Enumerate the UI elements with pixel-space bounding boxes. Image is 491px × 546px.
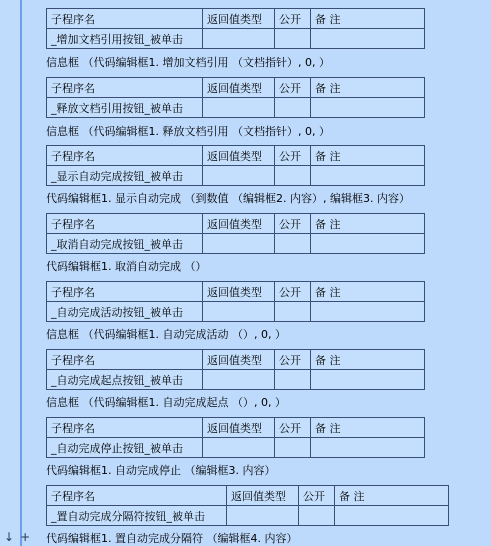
arrow-down-icon[interactable]: ↓ — [4, 530, 15, 544]
subroutine-name[interactable]: _自动完成活动按钮_被单击 — [47, 302, 203, 322]
note-cell[interactable] — [311, 302, 425, 322]
return-type-cell[interactable] — [203, 166, 275, 186]
code-line[interactable]: 代码编辑框1. 置自动完成分隔符 （编辑框4. 内容） — [46, 532, 298, 545]
note-cell[interactable] — [311, 234, 425, 254]
public-cell[interactable] — [275, 98, 311, 118]
header-return-type: 返回值类型 — [203, 9, 275, 29]
subroutine-table — [46, 349, 425, 390]
subroutine-name[interactable]: _自动完成起点按钮_被单击 — [47, 370, 203, 390]
header-return-type: 返回值类型 — [203, 214, 275, 234]
return-type-cell[interactable] — [203, 370, 275, 390]
return-type-cell[interactable] — [203, 438, 275, 458]
return-type-cell[interactable] — [203, 234, 275, 254]
code-line[interactable]: 信息框 （代码编辑框1. 自动完成活动 （）, 0, ） — [46, 328, 286, 341]
note-cell[interactable] — [311, 98, 425, 118]
code-line[interactable]: 信息框 （代码编辑框1. 自动完成起点 （）, 0, ） — [46, 396, 286, 409]
return-type-cell[interactable] — [203, 302, 275, 322]
header-public: 公开 — [275, 9, 311, 29]
header-return-type: 返回值类型 — [203, 350, 275, 370]
gutter-icons — [4, 530, 36, 544]
subroutine-name[interactable]: _自动完成停止按钮_被单击 — [47, 438, 203, 458]
return-type-cell[interactable] — [203, 98, 275, 118]
subroutine-table — [46, 77, 425, 118]
public-cell[interactable] — [275, 166, 311, 186]
subroutine-table — [46, 281, 425, 322]
subroutine-table — [46, 8, 425, 49]
header-subroutine-name: 子程序名 — [47, 78, 203, 98]
header-public: 公开 — [275, 78, 311, 98]
header-public: 公开 — [275, 214, 311, 234]
header-public: 公开 — [299, 486, 335, 506]
header-note: 备 注 — [311, 282, 425, 302]
header-return-type: 返回值类型 — [203, 418, 275, 438]
public-cell[interactable] — [275, 370, 311, 390]
public-cell[interactable] — [275, 302, 311, 322]
editor-gutter — [0, 0, 22, 546]
header-public: 公开 — [275, 350, 311, 370]
subroutine-table — [46, 145, 425, 186]
code-line[interactable]: 代码编辑框1. 取消自动完成 （） — [46, 260, 207, 273]
code-line[interactable]: 代码编辑框1. 显示自动完成 （到数值 （编辑框2. 内容）, 编辑框3. 内容） — [46, 192, 410, 205]
header-subroutine-name: 子程序名 — [47, 350, 203, 370]
note-cell[interactable] — [311, 166, 425, 186]
plus-icon[interactable]: + — [20, 530, 31, 544]
return-type-cell[interactable] — [227, 506, 299, 526]
header-subroutine-name: 子程序名 — [47, 9, 203, 29]
header-note: 备 注 — [311, 146, 425, 166]
note-cell[interactable] — [311, 438, 425, 458]
header-public: 公开 — [275, 418, 311, 438]
header-note: 备 注 — [335, 486, 449, 506]
header-note: 备 注 — [311, 214, 425, 234]
header-public: 公开 — [275, 282, 311, 302]
header-note: 备 注 — [311, 9, 425, 29]
header-subroutine-name: 子程序名 — [47, 214, 203, 234]
header-subroutine-name: 子程序名 — [47, 146, 203, 166]
subroutine-name[interactable]: _取消自动完成按钮_被单击 — [47, 234, 203, 254]
subroutine-table — [46, 417, 425, 458]
public-cell[interactable] — [275, 234, 311, 254]
header-public: 公开 — [275, 146, 311, 166]
header-return-type: 返回值类型 — [227, 486, 299, 506]
public-cell[interactable] — [299, 506, 335, 526]
subroutine-name[interactable]: _显示自动完成按钮_被单击 — [47, 166, 203, 186]
header-subroutine-name: 子程序名 — [47, 486, 227, 506]
subroutine-table — [46, 213, 425, 254]
header-note: 备 注 — [311, 418, 425, 438]
header-subroutine-name: 子程序名 — [47, 418, 203, 438]
header-subroutine-name: 子程序名 — [47, 282, 203, 302]
public-cell[interactable] — [275, 438, 311, 458]
header-note: 备 注 — [311, 78, 425, 98]
note-cell[interactable] — [311, 29, 425, 49]
subroutine-table — [46, 485, 449, 526]
header-return-type: 返回值类型 — [203, 78, 275, 98]
subroutine-name[interactable]: _增加文档引用按钮_被单击 — [47, 29, 203, 49]
code-line[interactable]: 信息框 （代码编辑框1. 释放文档引用 （文档指针）, 0, ） — [46, 125, 330, 138]
header-return-type: 返回值类型 — [203, 282, 275, 302]
code-line[interactable]: 代码编辑框1. 自动完成停止 （编辑框3. 内容） — [46, 464, 276, 477]
subroutine-name[interactable]: _释放文档引用按钮_被单击 — [47, 98, 203, 118]
subroutine-name[interactable]: _置自动完成分隔符按钮_被单击 — [47, 506, 227, 526]
note-cell[interactable] — [335, 506, 449, 526]
return-type-cell[interactable] — [203, 29, 275, 49]
header-note: 备 注 — [311, 350, 425, 370]
code-line[interactable]: 信息框 （代码编辑框1. 增加文档引用 （文档指针）, 0, ） — [46, 56, 330, 69]
public-cell[interactable] — [275, 29, 311, 49]
header-return-type: 返回值类型 — [203, 146, 275, 166]
note-cell[interactable] — [311, 370, 425, 390]
